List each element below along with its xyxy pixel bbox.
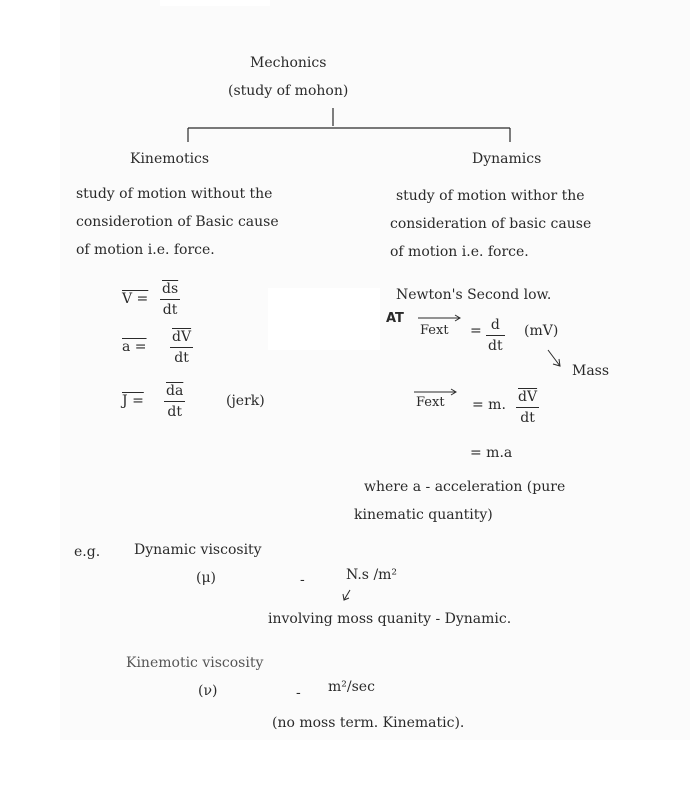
jerk-label: (jerk) — [226, 393, 265, 409]
velocity-denominator: dt — [162, 302, 178, 318]
velocity-lhs: V = — [122, 291, 149, 307]
mu-symbol: (μ) — [196, 570, 217, 586]
page-title: Mechonics — [250, 55, 327, 71]
kinematic-viscosity-units: m²/sec — [328, 679, 375, 695]
involving-mass-note: involving moss quanity - Dynamic. — [268, 611, 512, 627]
newton-numerator: d — [490, 317, 500, 333]
jerk-denominator: dt — [167, 404, 182, 420]
acceleration-fraction — [170, 330, 193, 365]
kinematics-definition-line1: study of motion without the — [76, 186, 273, 202]
velocity-fraction — [160, 282, 180, 317]
page-subtitle: (study of mohon) — [228, 83, 349, 99]
jerk-lhs: J = — [122, 393, 144, 409]
kinematics-definition-line2: considerotion of Basic cause — [76, 214, 279, 230]
dynamic-viscosity-units: N.s /m² — [346, 567, 398, 583]
kinematics-definition-line3: of motion i.e. force. — [76, 242, 215, 258]
jerk-fraction — [164, 384, 185, 419]
dynamics-definition-line3: of motion i.e. force. — [390, 244, 529, 260]
force-numerator: $\overline{dV}$ — [518, 389, 538, 405]
at-mark: AT — [386, 311, 404, 326]
dynamic-viscosity-label: Dynamic viscosity — [134, 542, 262, 558]
fext-term-1: Fext — [420, 323, 449, 338]
dash-2: - — [296, 685, 301, 701]
force-denominator: dt — [520, 410, 535, 426]
acceleration-lhs: a = — [122, 339, 147, 355]
velocity-numerator: $\overline{ds}$ — [162, 281, 179, 297]
acceleration-denominator: dt — [174, 350, 189, 366]
kinematic-viscosity-label: Kinemotic viscosity — [126, 655, 264, 671]
equals-m-term: = m. — [472, 397, 506, 413]
newton-law: Newton's Second low. — [396, 287, 552, 303]
force-equals-ma: = m.a — [470, 445, 513, 461]
mass-annotation: Mass — [572, 363, 610, 379]
example-label: e.g. — [74, 544, 101, 560]
no-mass-note: (no moss term. Kinematic). — [272, 715, 465, 731]
jerk-numerator: $\overline{da}$ — [166, 383, 184, 399]
kinematics-heading: Kinemotics — [130, 151, 210, 167]
dynamics-definition-line1: study of motion withor the — [396, 188, 585, 204]
dash-1: - — [300, 572, 305, 588]
where-line2: kinematic quantity) — [354, 507, 493, 523]
force-fraction — [516, 390, 539, 425]
dynamics-heading: Dynamics — [472, 151, 542, 167]
newton-denominator: dt — [488, 338, 503, 354]
fext-term-2: Fext — [416, 395, 445, 410]
nu-symbol: (ν) — [198, 683, 218, 699]
dynamics-definition-line2: consideration of basic cause — [390, 216, 592, 232]
equals-sign-1: = — [470, 323, 482, 339]
acceleration-numerator: $\overline{dV}$ — [172, 329, 192, 345]
where-line1: where a - acceleration (pure — [364, 479, 566, 495]
newton-fraction — [486, 318, 505, 353]
momentum-term: (mV) — [524, 323, 559, 339]
